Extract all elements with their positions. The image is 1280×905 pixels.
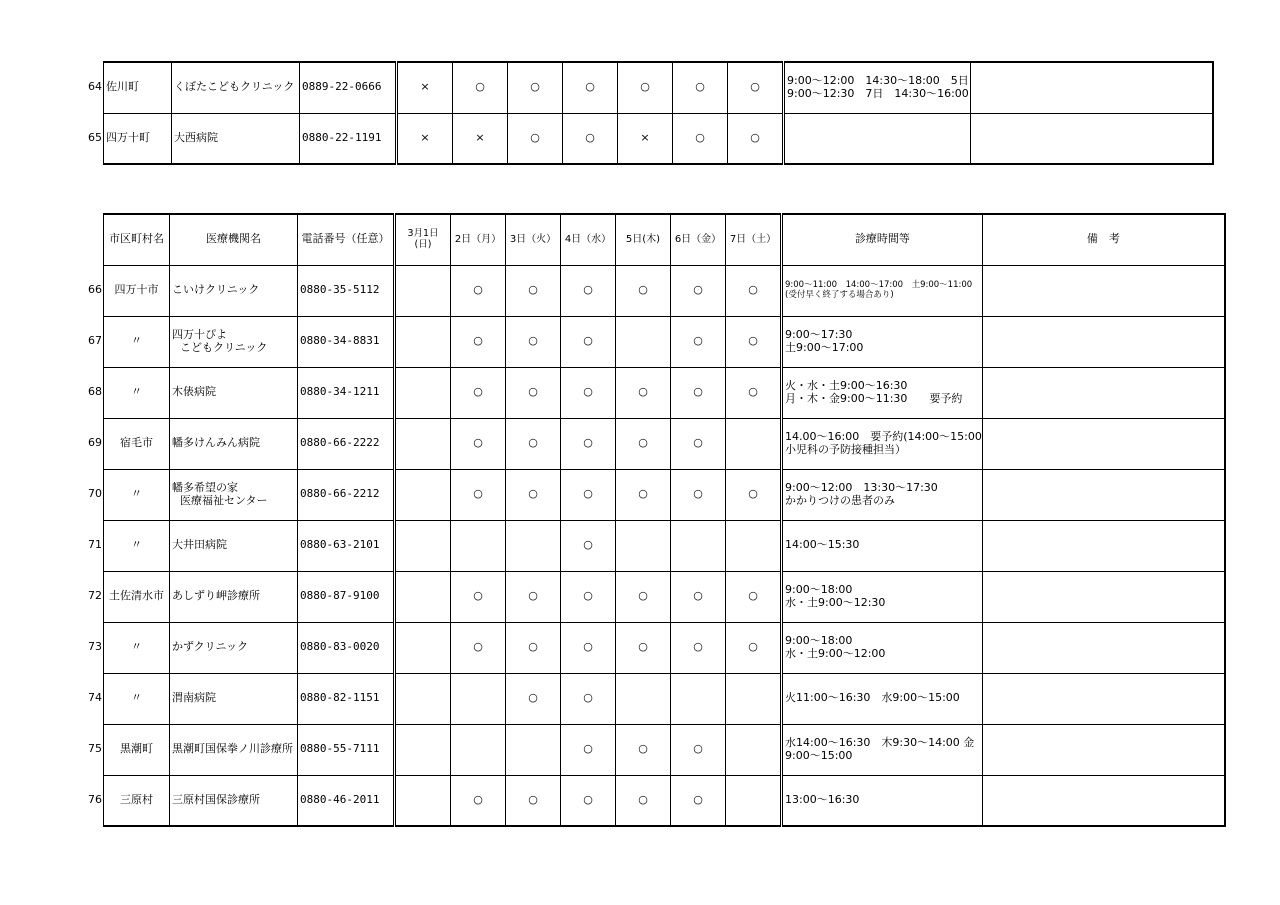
row-number: 71 [88, 520, 104, 571]
phone-cell: 0880-55-7111 [298, 724, 395, 775]
hours-line: 9:00～12:30 7日 14:30～16:00 [787, 86, 969, 100]
phone-cell: 0880-34-1211 [298, 367, 395, 418]
facility-name-line: 黒潮町国保拳ノ川診療所 [172, 742, 293, 756]
facility-name-cell [170, 265, 298, 316]
hours-cell [782, 571, 983, 622]
day-7-status [726, 520, 782, 571]
day-5-status: × [618, 113, 673, 164]
header-hours: 診療時間等 [782, 214, 983, 265]
hours-cell [782, 622, 983, 673]
row-number: 65 [88, 113, 104, 164]
day-3-status: ○ [506, 571, 561, 622]
day-5-status: ○ [616, 469, 671, 520]
day-3-status: ○ [506, 469, 561, 520]
day-6-status [671, 673, 726, 724]
table-row [88, 418, 1225, 469]
phone-cell: 0880-82-1151 [298, 673, 395, 724]
hours-line: 土9:00～17:00 [785, 340, 864, 354]
phone-cell: 0880-83-0020 [298, 622, 395, 673]
notes-cell [982, 775, 1225, 826]
day-2-status [451, 520, 506, 571]
facility-name-cell [170, 775, 298, 826]
phone-cell: 0880-22-1191 [300, 113, 397, 164]
facility-name-line: 医療福祉センター [180, 493, 268, 507]
day-2-status: ○ [451, 469, 506, 520]
day-4-status: ○ [561, 316, 616, 367]
header-day-2: 2日（月） [451, 214, 506, 265]
day-6-status [671, 520, 726, 571]
facility-name-cell [170, 316, 298, 367]
facility-name-cell [170, 367, 298, 418]
municipality-cell: 〃 [104, 316, 170, 367]
facility-name-cell [170, 673, 298, 724]
day-2-status: ○ [451, 316, 506, 367]
table-row [88, 673, 1225, 724]
hours-cell [782, 724, 983, 775]
day-6-status: ○ [671, 469, 726, 520]
row-number: 74 [88, 673, 104, 724]
facility-name-line: 四万十ぴよ [172, 327, 227, 341]
hours-cell [782, 673, 983, 724]
header-day-3: 3日（火） [506, 214, 561, 265]
day-4-status: ○ [561, 622, 616, 673]
phone-cell: 0880-87-9100 [298, 571, 395, 622]
municipality-cell: 〃 [104, 673, 170, 724]
day-5-status: ○ [616, 775, 671, 826]
day-6-status: ○ [673, 62, 728, 113]
day-3-status: ○ [506, 673, 561, 724]
hours-line: (受付早く終了する場合あり) [785, 289, 894, 300]
day-3-status: ○ [506, 367, 561, 418]
row-number: 69 [88, 418, 104, 469]
day-7-status: ○ [726, 469, 782, 520]
row-number: 67 [88, 316, 104, 367]
facility-name-line: こどもクリニック [180, 340, 268, 354]
hours-line: 9:00～17:30 [785, 327, 853, 341]
header-phone: 電話番号（任意） [298, 214, 395, 265]
municipality-cell: 〃 [104, 622, 170, 673]
row-number: 70 [88, 469, 104, 520]
day-2-status [451, 673, 506, 724]
header-municipality: 市区町村名 [104, 214, 170, 265]
day-4-status: ○ [561, 469, 616, 520]
day-5-status: ○ [616, 265, 671, 316]
facility-name-cell [170, 571, 298, 622]
facility-name-line: かずクリニック [172, 640, 249, 654]
facility-name-cell [170, 724, 298, 775]
day-1-status [395, 673, 451, 724]
hours-cell [784, 62, 971, 113]
row-number: 75 [88, 724, 104, 775]
day-1-status [395, 469, 451, 520]
row-number: 72 [88, 571, 104, 622]
notes-cell [971, 113, 1214, 164]
table-row [88, 520, 1225, 571]
day-6-status: ○ [671, 571, 726, 622]
notes-cell [982, 520, 1225, 571]
day-5-status [616, 316, 671, 367]
facility-name-cell [170, 469, 298, 520]
day-7-status: ○ [728, 62, 784, 113]
municipality-cell: 〃 [104, 367, 170, 418]
hours-cell [782, 265, 983, 316]
hours-line: 水・土9:00～12:00 [785, 646, 886, 660]
table-row [88, 775, 1225, 826]
hours-line: 9:00～15:00 [785, 748, 853, 762]
day-2-status: × [453, 113, 508, 164]
header-notes: 備 考 [982, 214, 1225, 265]
phone-cell: 0889-22-0666 [300, 62, 397, 113]
table-header-row [88, 214, 1225, 265]
row-number: 76 [88, 775, 104, 826]
hours-line: かかりつけの患者のみ [785, 493, 895, 507]
day-6-status: ○ [671, 724, 726, 775]
hours-cell [782, 418, 983, 469]
hours-line: 9:00～18:00 [785, 633, 853, 647]
notes-cell [982, 571, 1225, 622]
day-7-status: ○ [726, 265, 782, 316]
day-6-status: ○ [671, 418, 726, 469]
day-4-status: ○ [561, 673, 616, 724]
municipality-cell: 〃 [104, 520, 170, 571]
table-row [88, 316, 1225, 367]
day-3-status: ○ [506, 775, 561, 826]
day-5-status: ○ [616, 418, 671, 469]
day-1-status [395, 418, 451, 469]
hours-cell [782, 520, 983, 571]
day-7-status: ○ [726, 316, 782, 367]
hours-line: 13:00～16:30 [785, 792, 860, 806]
facility-name-line: 幡多希望の家 [172, 480, 238, 494]
day-6-status: ○ [671, 265, 726, 316]
table-row [88, 724, 1225, 775]
schedule-table-main [88, 213, 1226, 827]
notes-cell [982, 418, 1225, 469]
day-3-status: ○ [506, 622, 561, 673]
day-5-status: ○ [618, 62, 673, 113]
header-day-7: 7日（土） [726, 214, 782, 265]
table-row [88, 469, 1225, 520]
table-row [88, 571, 1225, 622]
municipality-cell: 〃 [104, 469, 170, 520]
hours-line: 月・木・金9:00～11:30 要予約 [785, 391, 963, 405]
phone-cell: 0880-66-2222 [298, 418, 395, 469]
phone-cell: 0880-46-2011 [298, 775, 395, 826]
facility-name-cell [170, 418, 298, 469]
day-7-status: ○ [728, 113, 784, 164]
day-6-status: ○ [673, 113, 728, 164]
day-4-status: ○ [561, 775, 616, 826]
municipality-cell: 四万十町 [104, 113, 172, 164]
day-7-status: ○ [726, 367, 782, 418]
facility-name-line: 木俵病院 [172, 385, 216, 399]
notes-cell [982, 469, 1225, 520]
table-row [88, 62, 1213, 113]
day-1-status [395, 265, 451, 316]
day-5-status: ○ [616, 367, 671, 418]
hours-cell [782, 775, 983, 826]
day-5-status: ○ [616, 724, 671, 775]
phone-cell: 0880-35-5112 [298, 265, 395, 316]
hours-line: 火11:00～16:30 水9:00～15:00 [785, 691, 960, 705]
hours-line: 9:00～12:00 14:30～18:00 5日 [787, 74, 969, 88]
notes-cell [982, 673, 1225, 724]
municipality-cell: 宿毛市 [104, 418, 170, 469]
facility-name-cell [172, 62, 300, 113]
hours-line: 9:00～12:00 13:30～17:30 [785, 480, 938, 494]
notes-cell [971, 62, 1214, 113]
day-3-status [506, 520, 561, 571]
day-3-status [506, 724, 561, 775]
notes-cell [982, 622, 1225, 673]
facility-name-line: あしずり岬診療所 [172, 589, 260, 603]
day-7-status: ○ [726, 622, 782, 673]
day-3-status: ○ [506, 265, 561, 316]
header-day-6: 6日（金） [671, 214, 726, 265]
day-5-status [616, 673, 671, 724]
day-4-status: ○ [563, 113, 618, 164]
hours-line: 9:00～18:00 [785, 582, 853, 596]
header-facility-name: 医療機関名 [170, 214, 298, 265]
day-1-status [395, 775, 451, 826]
row-number: 68 [88, 367, 104, 418]
day-4-status: ○ [561, 418, 616, 469]
table-row [88, 367, 1225, 418]
hours-line: 火・水・土9:00～16:30 [785, 378, 908, 392]
row-number: 66 [88, 265, 104, 316]
hours-line: 小児科の予防接種担当） [785, 442, 906, 456]
phone-cell: 0880-66-2212 [298, 469, 395, 520]
schedule-table-top [88, 61, 1214, 165]
day-1-status [395, 724, 451, 775]
day-3-status: ○ [508, 62, 563, 113]
hours-cell [782, 367, 983, 418]
facility-name-line: 幡多けんみん病院 [172, 436, 260, 450]
day-1-status [395, 622, 451, 673]
hours-cell [782, 469, 983, 520]
day-2-status: ○ [451, 367, 506, 418]
facility-name-line: 渭南病院 [172, 691, 216, 705]
notes-cell [982, 367, 1225, 418]
day-2-status: ○ [451, 418, 506, 469]
hours-line: 14.00～16:00 要予約(14:00～15:00 [785, 429, 982, 443]
day-4-status: ○ [561, 265, 616, 316]
day-6-status: ○ [671, 316, 726, 367]
table-row [88, 265, 1225, 316]
day-1-status [395, 520, 451, 571]
facility-name-cell [170, 622, 298, 673]
municipality-cell: 黒潮町 [104, 724, 170, 775]
notes-cell [982, 724, 1225, 775]
header-no [88, 214, 104, 265]
day-1-status [395, 316, 451, 367]
day-7-status [726, 418, 782, 469]
day-7-status [726, 724, 782, 775]
day-4-status: ○ [561, 724, 616, 775]
day-3-status: ○ [508, 113, 563, 164]
day-4-status: ○ [563, 62, 618, 113]
day-1-status: × [397, 62, 453, 113]
header-day-5: 5日(木) [616, 214, 671, 265]
day-7-status [726, 775, 782, 826]
day-2-status: ○ [453, 62, 508, 113]
facility-name-line: 三原村国保診療所 [172, 792, 260, 806]
day-6-status: ○ [671, 367, 726, 418]
hours-cell [782, 316, 983, 367]
day-4-status: ○ [561, 520, 616, 571]
day-6-status: ○ [671, 622, 726, 673]
day-5-status [616, 520, 671, 571]
day-2-status: ○ [451, 265, 506, 316]
day-1-status [395, 571, 451, 622]
day-7-status [726, 673, 782, 724]
municipality-cell: 四万十市 [104, 265, 170, 316]
phone-cell: 0880-34-8831 [298, 316, 395, 367]
day-4-status: ○ [561, 571, 616, 622]
facility-name-line: くぼたこどもクリニック [174, 80, 295, 94]
municipality-cell: 佐川町 [104, 62, 172, 113]
day-5-status: ○ [616, 571, 671, 622]
phone-cell: 0880-63-2101 [298, 520, 395, 571]
day-1-status: × [397, 113, 453, 164]
table-row [88, 113, 1213, 164]
hours-line: 水・土9:00～12:30 [785, 595, 886, 609]
header-day-1: 3月1日 (日) [395, 214, 451, 265]
header-day-4: 4日（水） [561, 214, 616, 265]
day-4-status: ○ [561, 367, 616, 418]
facility-name-line: 大井田病院 [172, 538, 227, 552]
day-2-status [451, 724, 506, 775]
day-2-status: ○ [451, 775, 506, 826]
hours-line: 9:00～11:00 14:00～17:00 土9:00～11:00 [785, 279, 973, 290]
day-7-status: ○ [726, 571, 782, 622]
hours-line: 水14:00～16:30 木9:30～14:00 金 [785, 735, 975, 749]
municipality-cell: 土佐清水市 [104, 571, 170, 622]
row-number: 64 [88, 62, 104, 113]
hours-cell [784, 113, 971, 164]
table-row [88, 622, 1225, 673]
day-3-status: ○ [506, 418, 561, 469]
row-number: 73 [88, 622, 104, 673]
facility-name-cell [170, 520, 298, 571]
facility-name-line: 大西病院 [174, 130, 218, 144]
municipality-cell: 三原村 [104, 775, 170, 826]
day-1-status [395, 367, 451, 418]
facility-name-line: こいけクリニック [172, 283, 260, 297]
day-6-status: ○ [671, 775, 726, 826]
day-3-status: ○ [506, 316, 561, 367]
day-2-status: ○ [451, 622, 506, 673]
facility-name-cell [172, 113, 300, 164]
day-2-status: ○ [451, 571, 506, 622]
notes-cell [982, 265, 1225, 316]
notes-cell [982, 316, 1225, 367]
day-5-status: ○ [616, 622, 671, 673]
hours-line: 14:00～15:30 [785, 538, 860, 552]
